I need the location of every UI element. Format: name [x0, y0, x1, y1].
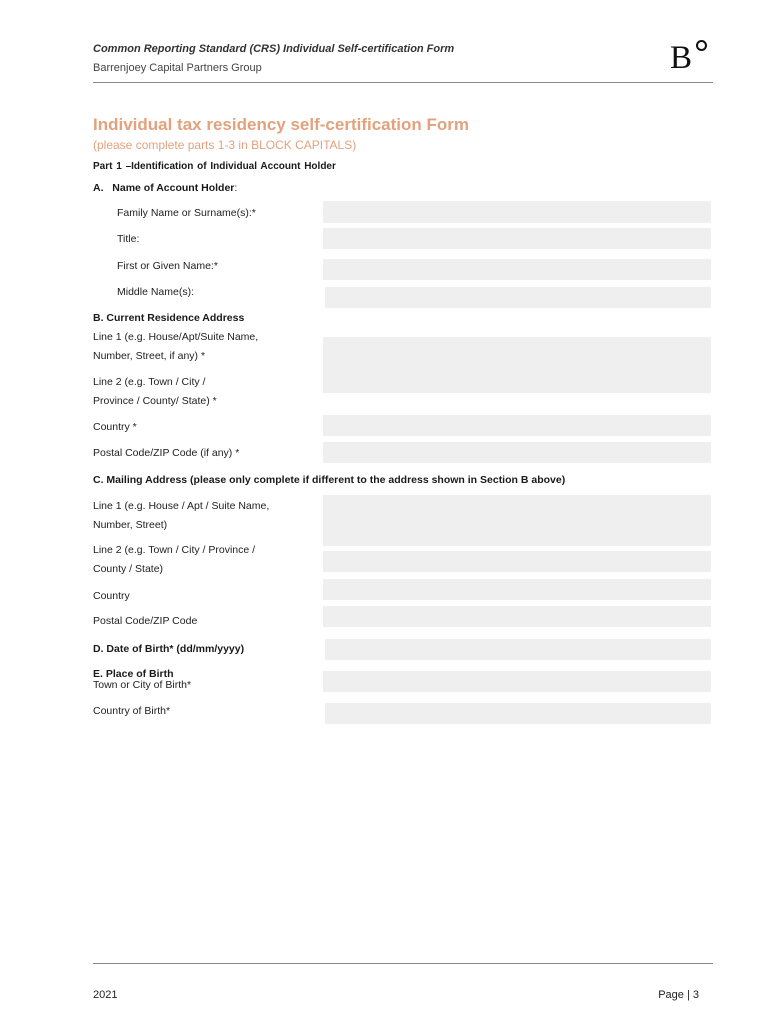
- residence-country-field[interactable]: [323, 415, 711, 436]
- residence-country-label: Country *: [93, 421, 137, 433]
- section-b-heading: B. Current Residence Address: [93, 312, 245, 324]
- residence-postal-field[interactable]: [323, 442, 711, 463]
- title-label: Title:: [117, 233, 140, 245]
- middle-name-field[interactable]: [325, 287, 711, 308]
- header-divider: [93, 82, 713, 83]
- date-of-birth-field[interactable]: [325, 639, 711, 660]
- first-name-field[interactable]: [323, 259, 711, 280]
- mailing-line2-label-b: County / State): [93, 563, 164, 575]
- section-a-letter: A.: [93, 182, 104, 194]
- residence-line2-label-a: Line 2 (e.g. Town / City /: [93, 376, 206, 388]
- mailing-line2-field[interactable]: [323, 551, 711, 572]
- part1-heading: Part 1 –Identification of Individual Account Holder: [93, 161, 336, 172]
- footer-divider: [93, 963, 713, 964]
- town-of-birth-field[interactable]: [323, 671, 711, 692]
- form-title: Individual tax residency self-certification Form: [93, 115, 469, 134]
- mailing-line2-label-a: Line 2 (e.g. Town / City / Province /: [93, 544, 256, 556]
- mailing-line1-label-b: Number, Street): [93, 519, 168, 531]
- residence-line2-label-b: Province / County/ State) *: [93, 395, 217, 407]
- family-name-label: Family Name or Surname(s):*: [117, 207, 256, 219]
- town-of-birth-label: Town or City of Birth*: [93, 679, 192, 691]
- mailing-postal-field[interactable]: [323, 606, 711, 627]
- mailing-line1-field[interactable]: [323, 495, 711, 546]
- mailing-country-field[interactable]: [323, 579, 711, 600]
- residence-line2-label: [93, 373, 217, 411]
- mailing-line2-label: [93, 541, 255, 579]
- section-a-heading: [93, 182, 237, 194]
- form-subtitle: (please complete parts 1-3 in BLOCK CAPITALS): [93, 138, 357, 152]
- first-name-label: First or Given Name:*: [117, 260, 218, 272]
- mailing-line1-label-a: Line 1 (e.g. House / Apt / Suite Name,: [93, 500, 270, 512]
- logo-letter: B: [670, 40, 693, 76]
- section-c-heading: C. Mailing Address (please only complete if different to the address shown in Section B above): [93, 474, 566, 486]
- logo-dot-icon: [696, 40, 707, 51]
- mailing-country-label: Country: [93, 590, 130, 602]
- residence-line1-label: [93, 328, 258, 366]
- document-header-subtitle: Barrenjoey Capital Partners Group: [93, 62, 262, 74]
- section-a-title: Name of Account Holder: [112, 182, 235, 194]
- middle-name-label: Middle Name(s):: [117, 286, 195, 298]
- company-logo: [670, 40, 715, 80]
- country-of-birth-field[interactable]: [325, 703, 711, 724]
- mailing-postal-label: Postal Code/ZIP Code: [93, 615, 198, 627]
- family-name-field[interactable]: [323, 201, 711, 223]
- mailing-line1-label: [93, 497, 269, 535]
- residence-line1-label-a: Line 1 (e.g. House/Apt/Suite Name,: [93, 331, 259, 343]
- section-a-colon: :: [234, 182, 238, 194]
- title-field[interactable]: [323, 228, 711, 249]
- country-of-birth-label: Country of Birth*: [93, 705, 171, 717]
- page-number: Page | 3: [658, 989, 699, 1001]
- footer-year: 2021: [93, 989, 118, 1001]
- residence-address-field[interactable]: [323, 337, 711, 393]
- section-e-heading: E. Place of Birth: [93, 668, 174, 680]
- document-header-title: Common Reporting Standard (CRS) Individual Self-certification Form: [93, 43, 455, 55]
- section-d-heading: D. Date of Birth* (dd/mm/yyyy): [93, 643, 245, 655]
- residence-postal-label: Postal Code/ZIP Code (if any) *: [93, 447, 240, 459]
- residence-line1-label-b: Number, Street, if any) *: [93, 350, 206, 362]
